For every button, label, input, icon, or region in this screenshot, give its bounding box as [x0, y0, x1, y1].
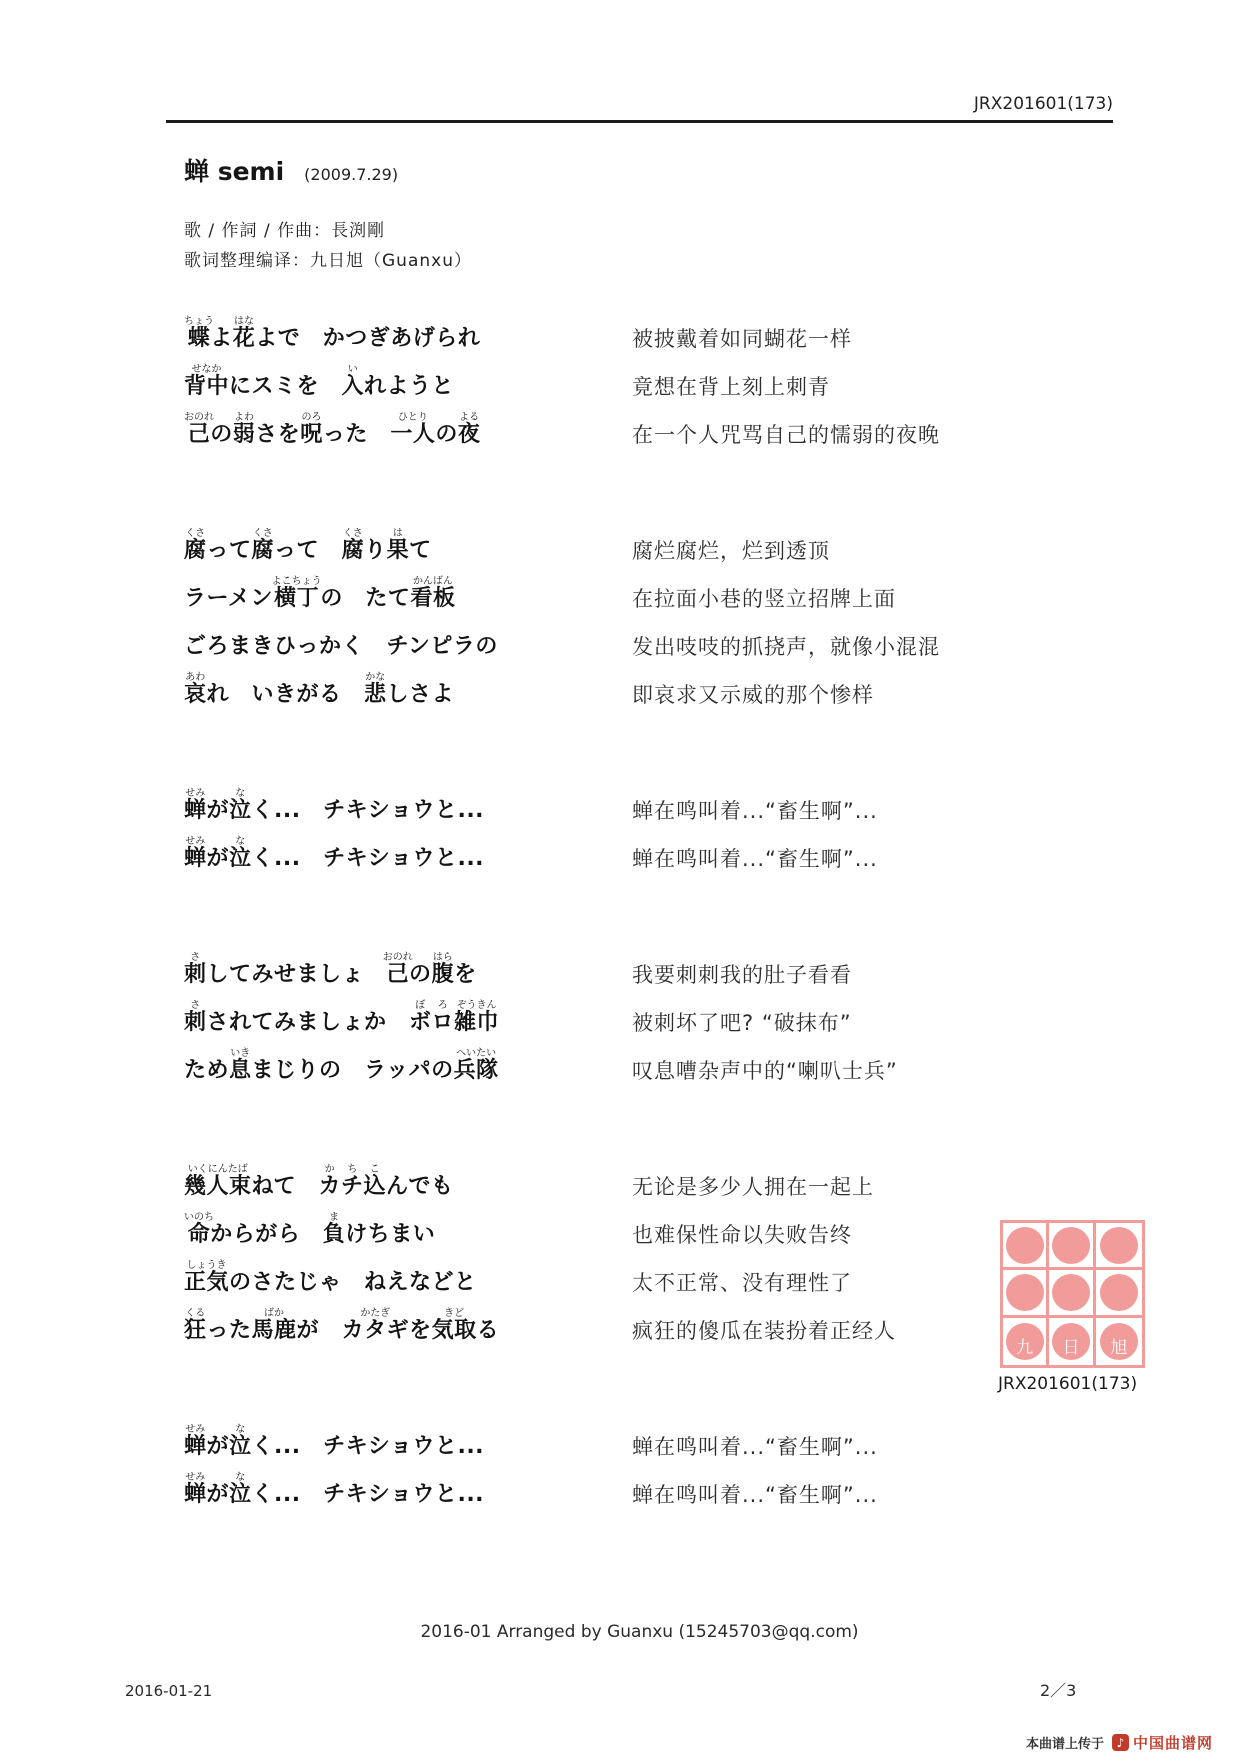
seal-cell	[1049, 1270, 1095, 1317]
lyric-japanese: 狂くるった馬鹿ばかが カタギかたぎを気取きどる	[184, 1307, 500, 1343]
document-code: JRX201601(173)	[973, 94, 1113, 114]
lyric-translation: 蝉在鸣叫着...“畜生啊”...	[632, 1482, 878, 1507]
lyric-japanese: ため息いきまじりの ラッパの兵隊へいたい	[184, 1047, 499, 1083]
lyric-translation: 被披戴着如同蝴花一样	[632, 326, 852, 351]
lyric-translation: 叹息嘈杂声中的“喇叭士兵”	[632, 1058, 898, 1083]
seal-character: 旭	[1110, 1337, 1128, 1358]
song-title: 蝉 semi	[184, 157, 285, 186]
lyric-japanese: 蝉せみが泣なく... チキショウと...	[184, 835, 485, 871]
seal-circle	[1006, 1227, 1044, 1264]
lyric-line	[184, 302, 1144, 350]
seal-cell	[1049, 1223, 1095, 1270]
upload-note: 本曲谱上传于	[1025, 1737, 1104, 1752]
seal-circle	[1006, 1274, 1044, 1311]
lyric-line	[184, 658, 1144, 706]
seal-character: 九	[1016, 1337, 1034, 1358]
lyric-line	[184, 398, 1144, 446]
lyric-translation: 即哀求又示威的那个惨样	[632, 682, 874, 707]
lyric-line	[184, 1150, 1144, 1198]
footer-date: 2016-01-21	[125, 1682, 213, 1700]
seal-character: 日	[1062, 1337, 1080, 1358]
seal-circle	[1100, 1274, 1138, 1311]
lyric-translation: 在拉面小巷的竖立招牌上面	[632, 586, 896, 611]
lyric-line	[184, 1034, 1144, 1082]
lyric-line	[184, 610, 1144, 658]
lyric-line	[184, 986, 1144, 1034]
seal-circle	[1100, 1227, 1138, 1264]
lyric-line	[184, 514, 1144, 562]
lyric-translation: 蝉在鸣叫着...“畜生啊”...	[632, 1434, 878, 1459]
lyric-japanese: 腐くさって腐くさって 腐くさり果はて	[184, 527, 432, 563]
header-divider	[166, 120, 1113, 123]
seal-cell	[1096, 1223, 1142, 1270]
lyric-block	[184, 514, 1144, 706]
lyric-japanese: 蝶ちょうよ花はなよで かつぎあげられ	[184, 315, 481, 351]
lyric-japanese: 命いのちからがら 負まけちまい	[184, 1211, 436, 1247]
seal-code: JRX201601(173)	[998, 1374, 1138, 1394]
lyric-block	[184, 302, 1144, 446]
lyric-line	[184, 1410, 1144, 1458]
lyric-line	[184, 774, 1144, 822]
lyric-line	[184, 562, 1144, 610]
lyric-japanese: 正気しょうきのさたじゃ ねえなどと	[184, 1259, 477, 1295]
lyric-translation: 在一个人咒骂自己的懦弱的夜晚	[632, 422, 940, 447]
lyric-line	[184, 938, 1144, 986]
lyric-japanese: ラーメン横丁よこちょうの たて看板かんばん	[184, 575, 456, 611]
lyric-japanese: 刺さしてみせましょ 己おのれの腹はらを	[184, 951, 477, 987]
lyric-translation: 太不正常、没有理性了	[632, 1270, 852, 1295]
lyric-japanese: 己おのれの弱よわさを呪のろった 一人ひとりの夜よる	[184, 411, 481, 447]
guanxu-seal	[1000, 1220, 1145, 1368]
title-row	[184, 152, 398, 188]
site-branding	[1026, 1732, 1213, 1753]
site-logo-icon: ♪	[1112, 1734, 1129, 1751]
song-date: (2009.7.29)	[304, 165, 399, 184]
seal-circle	[1052, 1323, 1090, 1360]
lyric-block	[184, 938, 1144, 1082]
site-name: 中国曲谱网	[1132, 1734, 1213, 1752]
seal-cell	[1003, 1318, 1049, 1365]
seal-cell	[1096, 1318, 1142, 1365]
lyric-block	[184, 1410, 1144, 1506]
lyric-japanese: 蝉せみが泣なく... チキショウと...	[184, 787, 485, 823]
lyric-line	[184, 350, 1144, 398]
lyric-line	[184, 1458, 1144, 1506]
lyric-translation: 蝉在鸣叫着...“畜生啊”...	[632, 798, 878, 823]
arranger-note: 2016-01 Arranged by Guanxu (15245703@qq.com)	[420, 1622, 859, 1642]
seal-cell	[1003, 1270, 1049, 1317]
lyric-japanese: 哀あわれ いきがる 悲かなしさよ	[184, 671, 455, 707]
lyric-japanese: ごろまきひっかく チンピラの	[184, 633, 498, 659]
seal-cell	[1003, 1223, 1049, 1270]
credit-artist: 歌 / 作詞 / 作曲：長渕剛	[184, 221, 386, 241]
seal-cell	[1096, 1270, 1142, 1317]
lyric-japanese: 背中せなかにスミを 入いれようと	[184, 363, 455, 399]
lyric-translation: 我要刺刺我的肚子看看	[632, 962, 852, 987]
lyric-translation: 蝉在鸣叫着...“畜生啊”...	[632, 846, 878, 871]
lyric-translation: 竟想在背上刻上刺青	[632, 374, 830, 399]
page-number: 2／3	[1040, 1681, 1077, 1700]
seal-circle	[1052, 1227, 1090, 1264]
credit-translator: 歌词整理编译：九日旭（Guanxu）	[184, 251, 472, 271]
seal-circle	[1006, 1323, 1044, 1360]
lyric-japanese: 蝉せみが泣なく... チキショウと...	[184, 1423, 485, 1459]
lyric-translation: 发出吱吱的抓挠声，就像小混混	[632, 634, 940, 659]
lyric-translation: 被刺坏了吧? “破抹布”	[632, 1010, 852, 1035]
seal-circle	[1052, 1274, 1090, 1311]
lyric-japanese: 幾人束いくにんたばねて カかチち込こんでも	[184, 1163, 454, 1199]
lyric-translation: 疯狂的傻瓜在装扮着正经人	[632, 1318, 896, 1343]
lyric-translation: 腐烂腐烂，烂到透顶	[632, 538, 830, 563]
lyric-block	[184, 774, 1144, 870]
lyric-japanese: 刺さされてみましょか ボぼロろ雑巾ぞうきん	[184, 999, 500, 1035]
seal-circle	[1100, 1323, 1138, 1360]
seal-cell	[1049, 1318, 1095, 1365]
lyric-japanese: 蝉せみが泣なく... チキショウと...	[184, 1471, 485, 1507]
lyric-translation: 无论是多少人拥在一起上	[632, 1174, 874, 1199]
lyric-line	[184, 822, 1144, 870]
lyric-translation: 也难保性命以失败告终	[632, 1222, 852, 1247]
